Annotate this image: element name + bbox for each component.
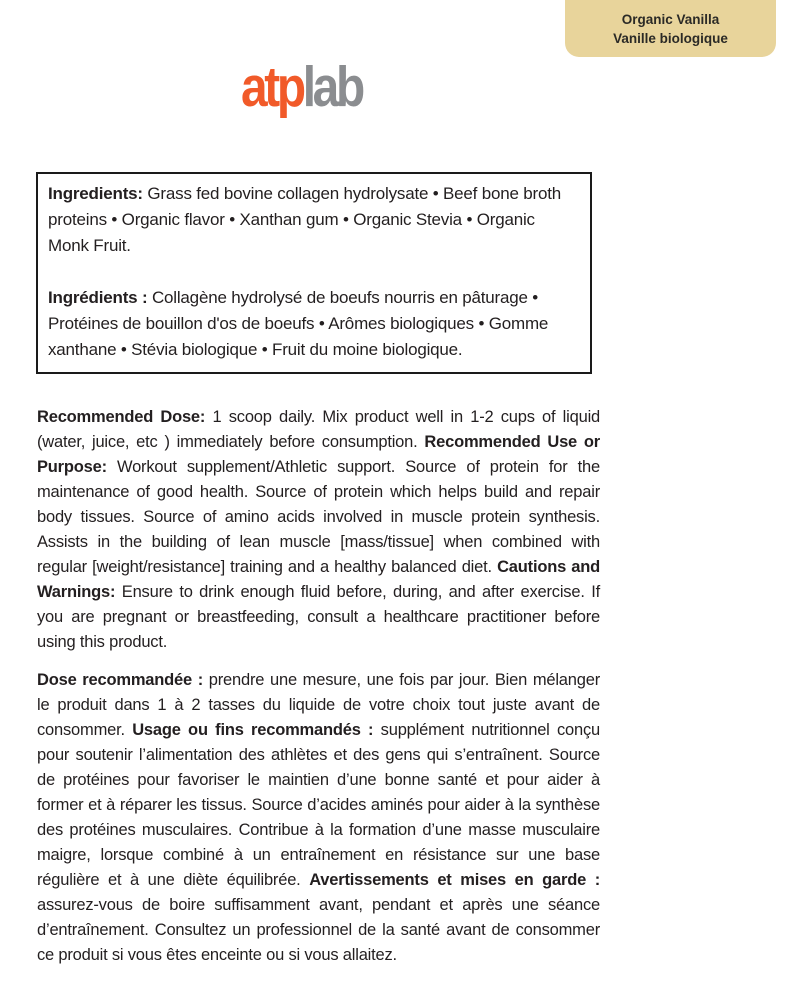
flavor-badge-line-fr: Vanille biologique <box>613 30 728 46</box>
ingredients-box <box>36 172 592 374</box>
dose-paragraph-fr: Dose recommandée : prendre une mesure, une fois par jour. Bien mélanger le produit dans 1 à 2 tasses du liquide de votre choix tout juste avant de consommer. Usage ou fins recommandés : supplément nutritionnel conçu pour soutenir l’alimentation des athlètes et des gens qui s’entraînent. Source de protéines pour favoriser le maintien d’une bonne santé et pour aider à former et à réparer les tissus. Source d’acides aminés pour aider à la synthèse des protéines musculaires. Contribue à la formation d’une masse musculaire maigre, lorsque combiné à un entraînement en résistance sur une base régulière et à une diète équilibrée. Avertissements et mises en garde : assurez-vous de boire suffisamment avant, pendant et après une séance d’entraînement. Consultez un professionnel de la santé avant de consommer ce produit si vous êtes enceinte ou si vous allaitez. <box>37 671 601 964</box>
dose-paragraph-en: Recommended Dose: 1 scoop daily. Mix product well in 1-2 cups of liquid (water, juice, etc ) immediately before consumption. Recommended Use or Purpose: Workout supplement/Athletic support. Source of protein for the maintenance of good health. Source of protein which helps build and repair body tissues. Source of amino acids involved in muscle protein synthesis. Assists in the building of lean muscle [mass/tissue] when combined with regular [weight/resistance] training and a healthy balanced diet. Cautions and Warnings: Ensure to drink enough fluid before, during, and after exercise. If you are pregnant or breastfeeding, consult a healthcare practitioner before using this product. <box>37 408 601 651</box>
flavor-badge-line-en: Organic Vanilla <box>621 11 720 27</box>
flavor-badge <box>565 0 776 57</box>
brand-logo <box>241 56 362 119</box>
brand-logo-atp: atp <box>241 55 303 119</box>
ingredients-fr: Ingrédients : Collagène hydrolysé de boeufs nourris en pâturage • Protéines de bouillon d'os de boeufs • Arômes biologiques • Gomme xanthane • Stévia biologique • Fruit du moine biologique. <box>48 288 549 359</box>
ingredients-en: Ingredients: Grass fed bovine collagen hydrolysate • Beef bone broth proteins • Organic flavor • Xanthan gum • Organic Stevia • Organic Monk Fruit. <box>48 184 562 255</box>
brand-logo-lab: lab <box>302 55 362 119</box>
